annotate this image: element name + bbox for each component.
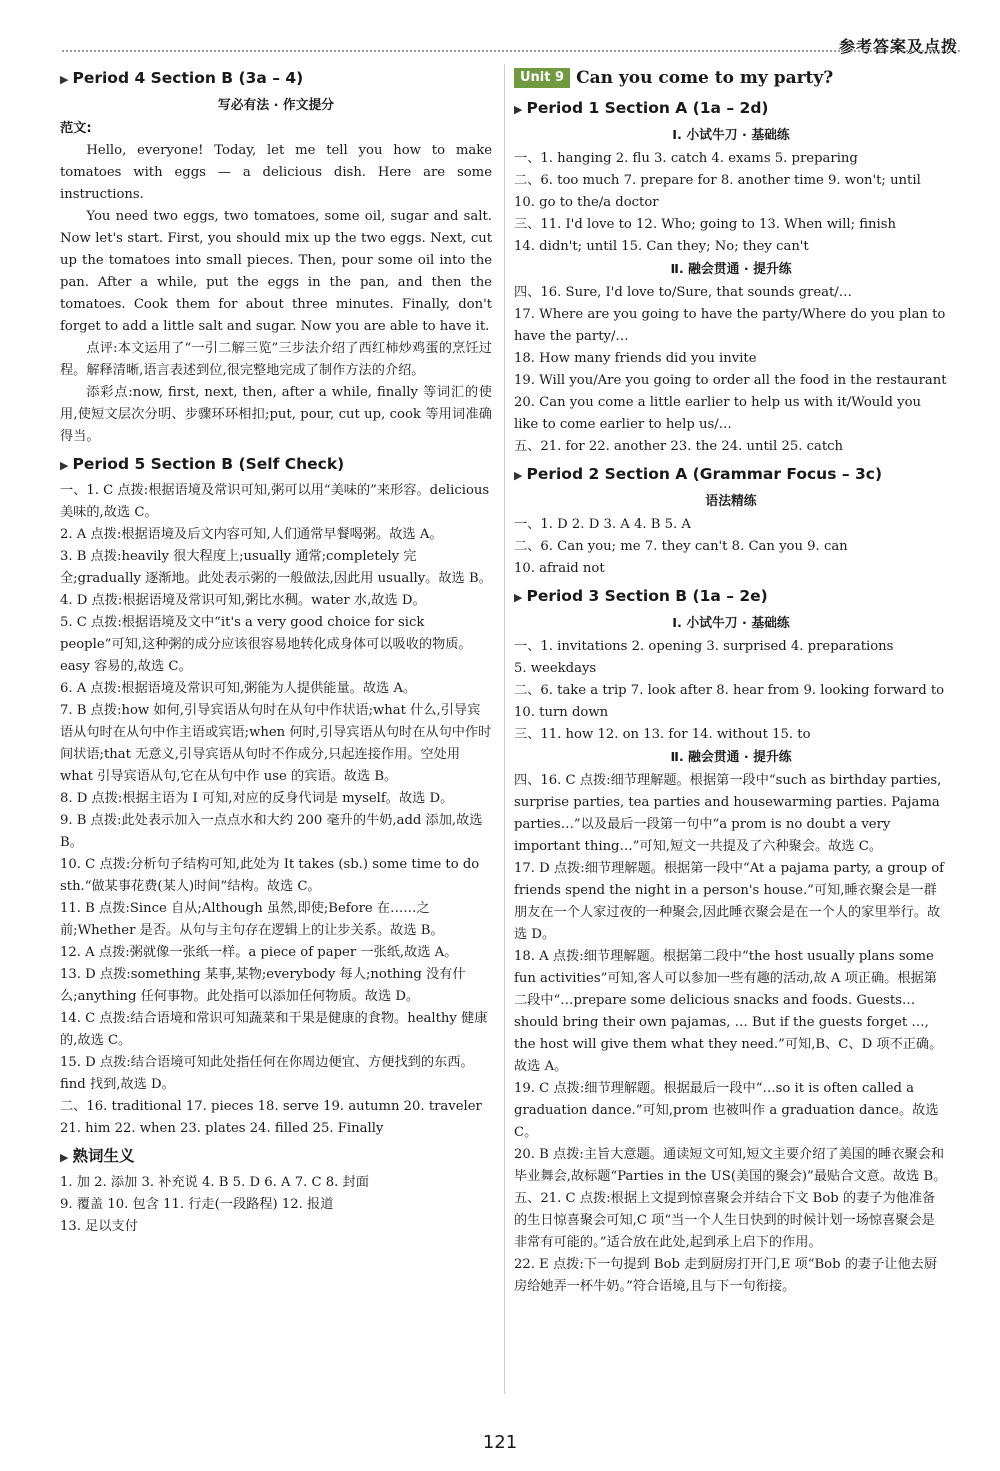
answer-item: 一、1. D 2. D 3. A 4. B 5. A	[514, 517, 691, 532]
left-column	[60, 62, 492, 1238]
subheading: 写必有法 · 作文提分	[217, 98, 335, 113]
triangle-icon: ▶	[514, 469, 523, 482]
essay-paragraph: You need two eggs, two tomatoes, some oil, sugar and salt. Now let's start. First, you should mix up the two eggs. Next, cut up the tomatoes into small pieces. Then, pour some oil into the pan. After a while, put the eggs in the pan, and then the tomatoes. Cook them for about three minutes. Finally, don't forget to add a little salt and sugar. Now you are able to have it.	[60, 209, 492, 334]
section-heading: ▶ Period 4 Section B (3a – 4)	[60, 69, 304, 87]
answer-item: 二、6. take a trip 7. look after 8. hear from 9. looking forward to	[514, 683, 945, 698]
answer-item: 一、1. hanging 2. flu 3. catch 4. exams 5. preparing	[514, 151, 858, 166]
triangle-icon: ▶	[60, 459, 69, 472]
answer-item: 6. A 点拨:根据语境及常识可知,粥能为人提供能量。故选 A。	[60, 681, 417, 696]
page-header-title: 参考答案及点拨	[838, 37, 958, 56]
answer-item: 9. 覆盖 10. 包含 11. 行走(一段路程) 12. 报道	[60, 1197, 334, 1212]
answer-item: 3. B 点拨:heavily 很大程度上;usually 通常;completely 完全;gradually 逐渐地。此处表示粥的一般做法,因此用 usually。故选 B。	[60, 549, 492, 586]
answer-item: 17. D 点拨:细节理解题。根据第一段中“At a pajama party, a group of friends spend the night in a person's house.”可知,睡衣聚会是一群朋友在一个人家过夜的一种聚会,因此睡衣聚会是在一个人的家里举行。故选 D。	[514, 861, 945, 942]
subheading: Ⅱ. 融会贯通 · 提升练	[670, 750, 792, 765]
answer-item: 三、11. I'd love to 12. Who; going to 13. When will; finish	[514, 217, 897, 232]
answer-item: 11. B 点拨:Since 自从;Although 虽然,即使;Before 在……之前;Whether 是否。从句与主句存在逻辑上的让步关系。故选 B。	[60, 901, 444, 938]
answer-item: 5. C 点拨:根据语境及文中“it's a very good choice for sick people”可知,这种粥的成分应该很容易地转化成身体可以吸收的物质。easy 容易的,故选 C。	[60, 615, 472, 674]
answer-item: 21. him 22. when 23. plates 24. filled 25. Finally	[60, 1121, 384, 1136]
triangle-icon: ▶	[514, 591, 523, 604]
page-number: 121	[482, 1432, 518, 1453]
answer-item: 14. C 点拨:结合语境和常识可知蔬菜和干果是健康的食物。healthy 健康的,故选 C。	[60, 1011, 488, 1048]
answer-item: 14. didn't; until 15. Can they; No; they can't	[514, 239, 809, 254]
right-column	[514, 62, 948, 1298]
answer-item: 一、1. C 点拨:根据语境及常识可知,粥可以用“美味的”来形容。delicious 美味的,故选 C。	[60, 483, 490, 520]
answer-item: 9. B 点拨:此处表示加入一点点水和大约 200 毫升的牛奶,add 添加,故选 B。	[60, 813, 483, 850]
unit-title: Can you come to my party?	[576, 68, 834, 88]
section-heading: ▶ 熟词生义	[60, 1147, 135, 1165]
answer-item: 22. E 点拨:下一句提到 Bob 走到厨房打开门,E 项“Bob 的妻子让他去厨房给她弄一杯牛奶。”符合语境,且与下一句衔接。	[514, 1257, 938, 1294]
subheading: Ⅱ. 融会贯通 · 提升练	[670, 262, 792, 277]
subheading: 语法精练	[705, 494, 757, 509]
answer-item: 12. A 点拨:粥就像一张纸一样。a piece of paper 一张纸,故选 A。	[60, 945, 458, 960]
answer-item: 18. How many friends did you invite	[514, 351, 757, 366]
subheading: Ⅰ. 小试牛刀 · 基础练	[672, 128, 790, 143]
answer-item: 四、16. Sure, I'd love to/Sure, that sounds great/…	[514, 285, 852, 300]
essay-highlight: 添彩点:now, first, next, then, after a while, finally 等词汇的使用,使短文层次分明、步骤环环相扣;put, pour, cut up, cook 等用词准确得当。	[60, 385, 492, 444]
answer-item: 10. go to the/a doctor	[514, 195, 659, 210]
answer-item: 10. afraid not	[514, 561, 605, 576]
answer-item: 15. D 点拨:结合语境可知此处指任何在你周边便宜、方便找到的东西。find 找到,故选 D。	[60, 1055, 474, 1092]
answer-item: 10. turn down	[514, 705, 609, 720]
answer-item: 一、1. invitations 2. opening 3. surprised 4. preparations	[514, 639, 894, 654]
unit-heading	[514, 64, 948, 92]
answer-item: 20. Can you come a little earlier to help us with it/Would you like to come earlier to help us/…	[514, 395, 922, 432]
answer-item: 7. B 点拨:how 如何,引导宾语从句时在从句中作状语;what 什么,引导宾语从句时在从句中作主语或宾语;when 何时,引导宾语从句时在从句中作时间状语;that 无意义,引导宾语从句时不作成分,只起连接作用。空处用 what 引导宾语从句,它在从句中作 use 的宾语。故选 B。	[60, 703, 492, 784]
answer-item: 二、6. too much 7. prepare for 8. another time 9. won't; until	[514, 173, 921, 188]
answer-item: 19. Will you/Are you going to order all the food in the restaurant	[514, 373, 947, 388]
essay-label: 范文:	[60, 121, 92, 136]
answer-item: 10. C 点拨:分析句子结构可知,此处为 It takes (sb.) some time to do sth.“做某事花费(某人)时间”结构。故选 C。	[60, 857, 480, 894]
answer-item: 19. C 点拨:细节理解题。根据最后一段中“…so it is often called a graduation dance.”可知,prom 也被叫作 a graduation dance。故选 C。	[514, 1081, 939, 1140]
answer-item: 三、11. how 12. on 13. for 14. without 15. to	[514, 727, 811, 742]
answer-item: 四、16. C 点拨:细节理解题。根据第一段中“such as birthday parties, surprise parties, tea parties and housewarming parties. Pajama parties…”以及最后一段第一句中“a prom is no doubt a very important thing…”可知,短文一共提及了六种聚会。故选 C。	[514, 773, 942, 854]
answer-item: 1. 加 2. 添加 3. 补充说 4. B 5. D 6. A 7. C 8. 封面	[60, 1175, 369, 1190]
column-divider	[504, 64, 505, 1394]
subheading: Ⅰ. 小试牛刀 · 基础练	[672, 616, 790, 631]
answer-item: 4. D 点拨:根据语境及常识可知,粥比水稠。water 水,故选 D。	[60, 593, 426, 608]
answer-item: 五、21. C 点拨:根据上文提到惊喜聚会并结合下文 Bob 的妻子为他准备的生日惊喜聚会可知,C 项“当一个人生日快到的时候计划一场惊喜聚会是非常有可能的。”适合放在此处,起到承上启下的作用。	[514, 1191, 936, 1250]
answer-item: 五、21. for 22. another 23. the 24. until 25. catch	[514, 439, 844, 454]
triangle-icon: ▶	[60, 73, 69, 86]
answer-item: 13. 足以支付	[60, 1219, 138, 1234]
answer-item: 18. A 点拨:细节理解题。根据第二段中“the host usually plans some fun activities”可知,客人可以参加一些有趣的活动,故 A 项正确。根据第二段中“…prepare some delicious snacks and foods. Guests… should bring their own pajamas, … But if the guests forget …, the host will give them what they need.”可知,B、C、D 项不正确。故选 A。	[514, 949, 943, 1074]
answer-item: 二、16. traditional 17. pieces 18. serve 19. autumn 20. traveler	[60, 1099, 482, 1114]
answer-item: 13. D 点拨:something 某事,某物;everybody 每人;nothing 没有什么;anything 任何事物。此处指可以添加任何物质。故选 D。	[60, 967, 466, 1004]
header-rule	[62, 50, 960, 52]
triangle-icon: ▶	[514, 103, 523, 116]
triangle-icon: ▶	[60, 1151, 69, 1164]
section-heading: ▶ Period 5 Section B (Self Check)	[60, 455, 345, 473]
section-heading: ▶ Period 1 Section A (1a – 2d)	[514, 99, 769, 117]
section-heading: ▶ Period 2 Section A (Grammar Focus – 3c)	[514, 465, 883, 483]
answer-item: 17. Where are you going to have the party/Where do you plan to have the party/…	[514, 307, 946, 344]
answer-item: 20. B 点拨:主旨大意题。通读短文可知,短文主要介绍了美国的睡衣聚会和毕业舞会,故标题“Parties in the US(美国的聚会)”最贴合文意。故选 B。	[514, 1147, 947, 1184]
answer-item: 8. D 点拨:根据主语为 I 可知,对应的反身代词是 myself。故选 D。	[60, 791, 454, 806]
section-heading: ▶ Period 3 Section B (1a – 2e)	[514, 587, 768, 605]
answer-item: 二、6. Can you; me 7. they can't 8. Can you 9. can	[514, 539, 848, 554]
unit-badge: Unit 9	[514, 68, 570, 88]
essay-paragraph: Hello, everyone! Today, let me tell you how to make tomatoes with eggs — a delicious dish. Here are some instructions.	[60, 143, 492, 202]
essay-comment: 点评:本文运用了“一引二解三览”三步法介绍了西红柿炒鸡蛋的烹饪过程。解释清晰,语言表述到位,很完整地完成了制作方法的介绍。	[60, 341, 492, 378]
answer-item: 5. weekdays	[514, 661, 597, 676]
answer-item: 2. A 点拨:根据语境及后文内容可知,人们通常早餐喝粥。故选 A。	[60, 527, 443, 542]
